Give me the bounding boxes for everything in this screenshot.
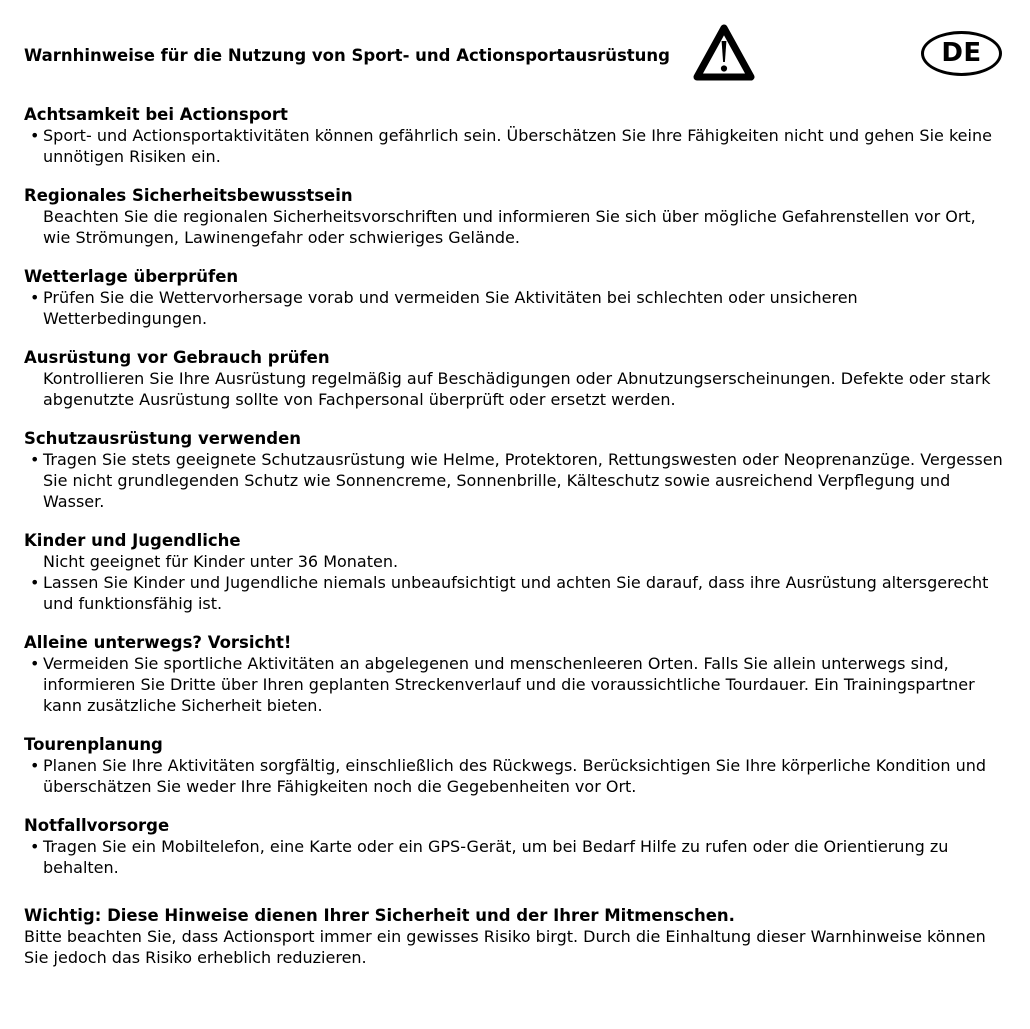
bullet-item bbox=[24, 449, 1006, 512]
item-text: Kontrollieren Sie Ihre Ausrüstung regelmäßig auf Beschädigungen oder Abnutzungserscheinungen. Defekte oder stark abgenutzte Ausrüstung sollte von Fachpersonal überprüft oder ersetzt werden. bbox=[43, 369, 991, 409]
bullet-icon: • bbox=[30, 756, 40, 775]
warning-section bbox=[24, 815, 1006, 878]
item-text: Planen Sie Ihre Aktivitäten sorgfältig, einschließlich des Rückwegs. Berücksichtigen Sie Ihre körperliche Kondition und überschätzen Sie weder Ihre Fähigkeiten noch die Gegebenheiten vor Ort. bbox=[43, 756, 987, 796]
section-heading: Wetterlage überprüfen bbox=[24, 267, 239, 286]
warning-section bbox=[24, 428, 1006, 512]
bullet-icon: • bbox=[30, 573, 40, 592]
section-heading: Regionales Sicherheitsbewusstsein bbox=[24, 186, 353, 205]
item-text: Sport- und Actionsportaktivitäten können gefährlich sein. Überschätzen Sie Ihre Fähigkeiten nicht und gehen Sie keine unnötigen Risiken ein. bbox=[43, 126, 992, 166]
section-heading: Achtsamkeit bei Actionsport bbox=[24, 105, 288, 124]
bullet-item bbox=[24, 287, 1006, 329]
section-heading: Alleine unterwegs? Vorsicht! bbox=[24, 633, 292, 652]
bullet-icon: • bbox=[30, 450, 40, 469]
section-heading: Schutzausrüstung verwenden bbox=[24, 429, 302, 448]
bullet-item bbox=[24, 755, 1006, 797]
bullet-icon: • bbox=[30, 126, 40, 145]
warning-section bbox=[24, 734, 1006, 797]
bullet-icon: • bbox=[30, 288, 40, 307]
item-text: Vermeiden Sie sportliche Aktivitäten an abgelegenen und menschenleeren Orten. Falls Sie allein unterwegs sind, informieren Sie Dritte über Ihren geplanten Streckenverlauf und die voraussichtliche Tourdauer. Ein Trainingspartner kann zusätzliche Sicherheit bieten. bbox=[43, 654, 975, 715]
item-text: Tragen Sie ein Mobiltelefon, eine Karte oder ein GPS-Gerät, um bei Bedarf Hilfe zu rufen oder die Orientierung zu behalten. bbox=[43, 837, 949, 877]
warning-section bbox=[24, 347, 1006, 410]
section-heading: Notfallvorsorge bbox=[24, 816, 170, 835]
bullet-item bbox=[24, 653, 1006, 716]
item-text: Nicht geeignet für Kinder unter 36 Monaten. bbox=[43, 552, 399, 571]
text-item bbox=[24, 206, 1006, 248]
text-item bbox=[24, 551, 1006, 572]
warning-section bbox=[24, 632, 1006, 716]
item-text: Tragen Sie stets geeignete Schutzausrüstung wie Helme, Protektoren, Rettungswesten oder Neoprenanzüge. Vergessen Sie nicht grundlegenden Schutz wie Sonnencreme, Sonnenbrille, Kälteschutz sowie ausreichend Verpflegung und Wasser. bbox=[43, 450, 1003, 511]
warning-sections bbox=[0, 104, 1030, 878]
warning-section bbox=[24, 185, 1006, 248]
bullet-icon: • bbox=[30, 654, 40, 673]
bullet-item bbox=[24, 125, 1006, 167]
warning-triangle-icon bbox=[693, 23, 755, 84]
warning-section bbox=[24, 104, 1006, 167]
footer-headline: Wichtig: Diese Hinweise dienen Ihrer Sicherheit und der Ihrer Mitmenschen. bbox=[24, 906, 735, 925]
section-heading: Ausrüstung vor Gebrauch prüfen bbox=[24, 348, 330, 367]
language-badge: DE bbox=[921, 31, 1002, 76]
section-heading: Kinder und Jugendliche bbox=[24, 531, 241, 550]
warning-section bbox=[24, 266, 1006, 329]
warning-section bbox=[24, 530, 1006, 614]
section-heading: Tourenplanung bbox=[24, 735, 163, 754]
bullet-item bbox=[24, 836, 1006, 878]
document-header bbox=[0, 0, 1030, 104]
item-text: Lassen Sie Kinder und Jugendliche niemals unbeaufsichtigt und achten Sie darauf, dass ihre Ausrüstung altersgerecht und funktionsfähig ist. bbox=[43, 573, 989, 613]
bullet-item bbox=[24, 572, 1006, 614]
bullet-icon: • bbox=[30, 837, 40, 856]
footer-text: Bitte beachten Sie, dass Actionsport immer ein gewisses Risiko birgt. Durch die Einhaltung dieser Warnhinweise können Sie jedoch das Risiko erheblich reduzieren. bbox=[24, 927, 986, 967]
page-title: Warnhinweise für die Nutzung von Sport- und Actionsportausrüstung bbox=[24, 46, 670, 65]
document-footer bbox=[0, 905, 1030, 968]
text-item bbox=[24, 368, 1006, 410]
item-text: Prüfen Sie die Wettervorhersage vorab und vermeiden Sie Aktivitäten bei schlechten oder unsicheren Wetterbedingungen. bbox=[43, 288, 858, 328]
item-text: Beachten Sie die regionalen Sicherheitsvorschriften und informieren Sie sich über mögliche Gefahrenstellen vor Ort, wie Strömungen, Lawinengefahr oder schwieriges Gelände. bbox=[43, 207, 976, 247]
